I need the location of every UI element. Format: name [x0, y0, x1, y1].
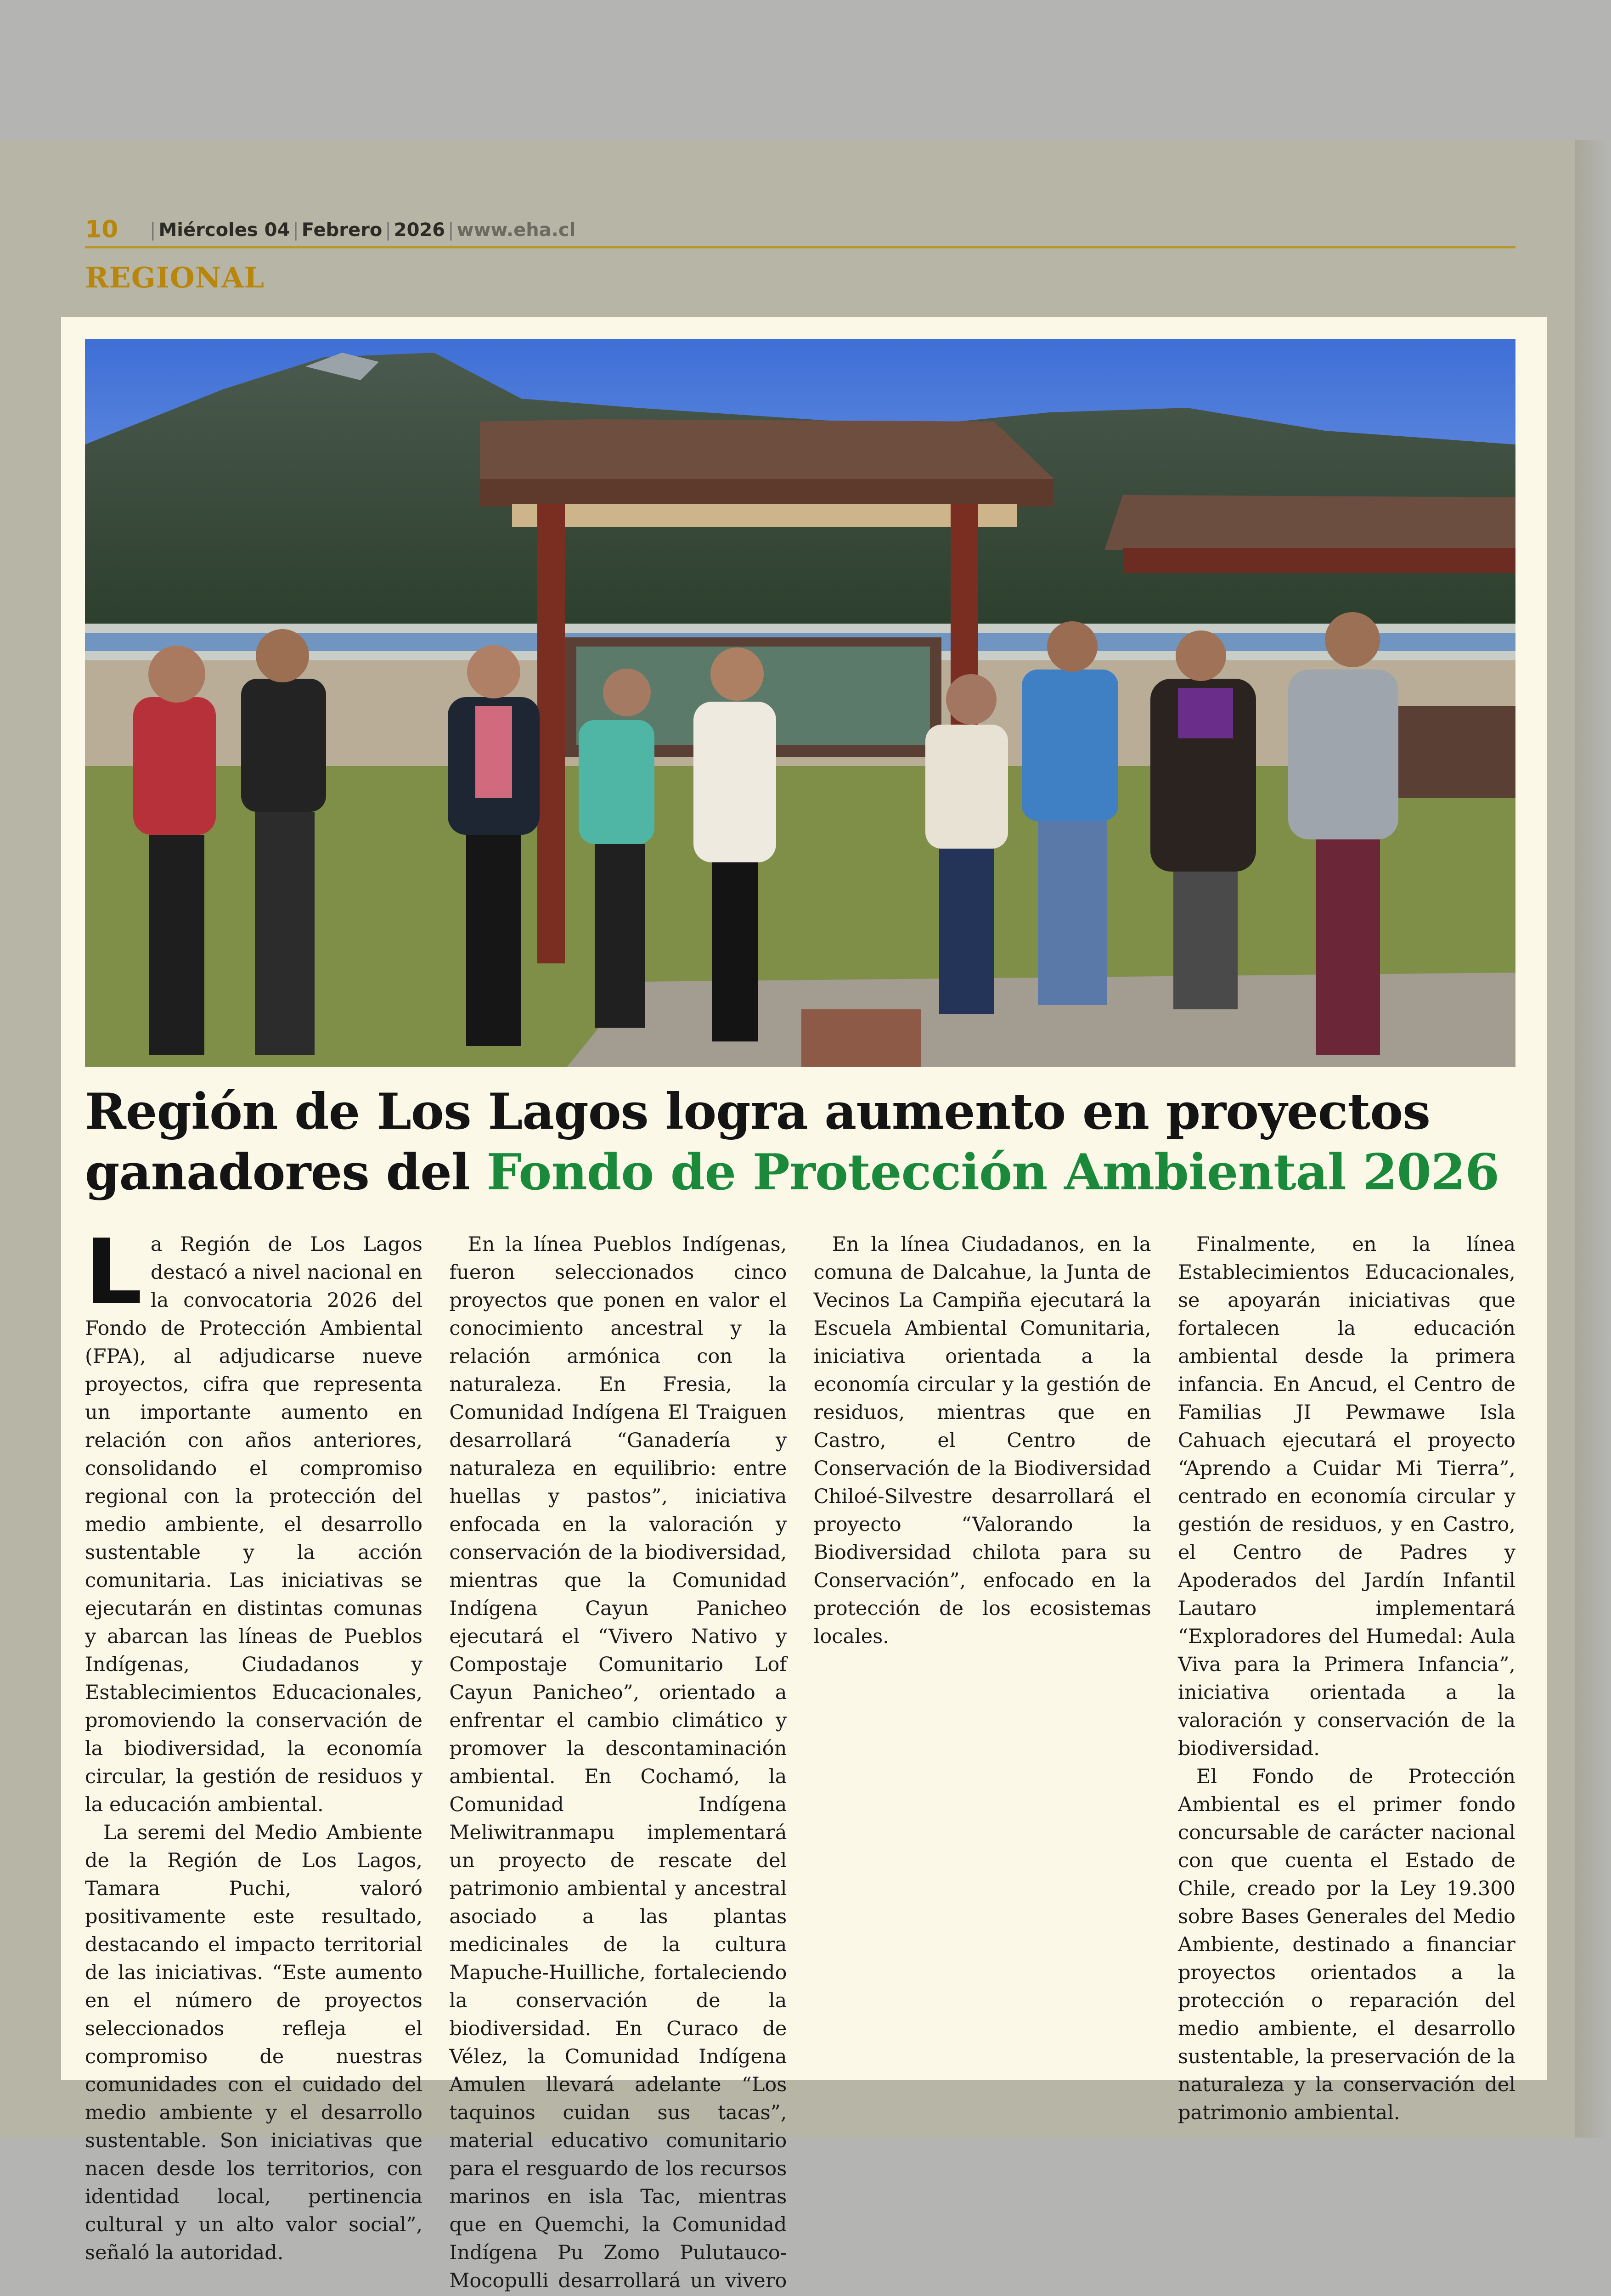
page-edge — [1575, 140, 1611, 2138]
paragraph-4: En la línea Ciudadanos, en la comuna de Dalcahue, la Junta de Vecinos La Campiña ejecutará la Escuela Ambiental Comunitaria, iniciativa orientada a la economía circular y la gestión de residuos, mientras que en Castro, el Centro de Conservación de la Biodiversidad Chiloé-Silvestre desarrollará el proyecto “Valorando la Biodiversidad chilota para su Conservación”, enfocado en la protección de los ecosistemas locales. — [813, 1233, 1151, 1648]
article-headline — [85, 1081, 1515, 1203]
header-rule — [85, 246, 1515, 248]
headline-highlight: Fondo de Protección Ambiental 2026 — [486, 1143, 1499, 1201]
month: Febrero — [301, 219, 383, 241]
paragraph-6: El Fondo de Protección Ambiental es el primer fondo concursable de carácter nacional con que cuenta el Estado de Chile, creado por la Ley 19.300 sobre Bases Generales del Medio Ambiente, destinado a financiar proyectos orientados a la protección o reparación del medio ambiente, el desarrollo sustentable, la preservación de la naturaleza y la conservación del patrimonio ambiental. — [1177, 1765, 1515, 2124]
paragraph-1: a Región de Los Lagos destacó a nivel nacional en la convocatoria 2026 del Fondo de Protección Ambiental (FPA), al adjudicarse nueve proyectos, cifra que representa un importante aumento en relación con años anteriores, consolidando el compromiso regional con la protección del medio ambiente, el desarrollo sustentable y la acción comunitaria. Las iniciativas se ejecutarán en distintas comunas y abarcan las líneas de Pueblos Indígenas, Ciudadanos y Establecimientos Educacionales, promoviendo la conservación de la biodiversidad, la economía circular, la gestión de residuos y la educación ambiental. — [85, 1233, 422, 1816]
article-column-3 — [814, 1231, 1151, 2048]
paragraph-5: Finalmente, en la línea Establecimientos Educacionales, se apoyarán iniciativas que fortalecen la educación ambiental desde la primera infancia. En Ancud, el Centro de Familias JI Pewmawe Isla Cahuach ejecutará el proyecto “Aprendo a Cuidar Mi Tierra”, centrado en economía circular y gestión de residuos, y en Castro, el Centro de Padres y Apoderados del Jardín Infantil Lautaro implementará “Exploradores del Humedal: Aula Viva para la Primera Infancia”, iniciativa orientada a la valoración y conservación de la biodiversidad. — [1177, 1233, 1515, 1760]
year: 2026 — [394, 219, 445, 241]
article-column-1 — [85, 1220, 422, 2264]
section-title: REGIONAL — [85, 261, 265, 294]
article-photo — [85, 339, 1515, 1067]
paragraph-2: La seremi del Medio Ambiente de la Región de Los Lagos, Tamara Puchi, valoró positivamente este resultado, destacando el impacto territorial de las iniciativas. “Este aumento en el número de proyectos seleccionados refleja el compromiso de nuestras comunidades con el cuidado del medio ambiente y el desarrollo sustentable. Son iniciativas que nacen desde los territorios, con identidad local, pertinencia cultural y un alto valor social”, señaló la autoridad. — [85, 1821, 422, 2264]
drop-cap: L — [85, 1220, 142, 1325]
article-column-4 — [1177, 1231, 1515, 2124]
paragraph-3: En la línea Pueblos Indígenas, fueron seleccionados cinco proyectos que ponen en valor el conocimiento ancestral y la relación armónica con la naturaleza. En Fresia, la Comunidad Indígena El Traiguen desarrollará “Ganadería y naturaleza en equilibrio: entre huellas y pastos”, iniciativa enfocada en la valoración y conservación de la biodiversidad, mientras que la Comunidad Indígena Cayun Panicheo ejecutará el “Vivero Nativo y Compostaje Comunitario Lof Cayun Panicheo”, orientado a enfrentar el cambio climático y promover la descontaminación ambiental. En Cochamó, la Comunidad Indígena Meliwitranmapu implementará un proyecto de rescate del patrimonio ambiental y ancestral asociado a las plantas medicinales de la cultura Mapuche-Huilliche, fortaleciendo la conservación de la biodiversidad. En Curaco de Vélez, la Comunidad Indígena Amulen llevará adelante “Los taquinos cuidan sus tacas”, material educativo comunitario para el resguardo de los recursos marinos en isla Tac, mientras que en Quemchi, la Comunidad Indígena Pu Zomo Pulutauco-Mocopulli desarrollará un vivero — [449, 1233, 787, 2292]
article-column-2 — [449, 1231, 787, 2292]
date-line: | Miércoles 04 | Febrero | 2026 | www.eha.cl — [150, 219, 576, 241]
group-photo-lakeside-icon — [85, 339, 1515, 1067]
paragraph-intro — [85, 1220, 422, 1819]
page-number: 10 — [85, 216, 118, 243]
website: www.eha.cl — [456, 219, 576, 241]
page-header — [85, 216, 1515, 248]
headline-main: Región de Los Lagos logra aumento en proyectos ganadores del — [85, 1083, 1431, 1201]
weekday: Miércoles 04 — [158, 219, 290, 241]
article-body — [85, 1220, 1515, 2292]
